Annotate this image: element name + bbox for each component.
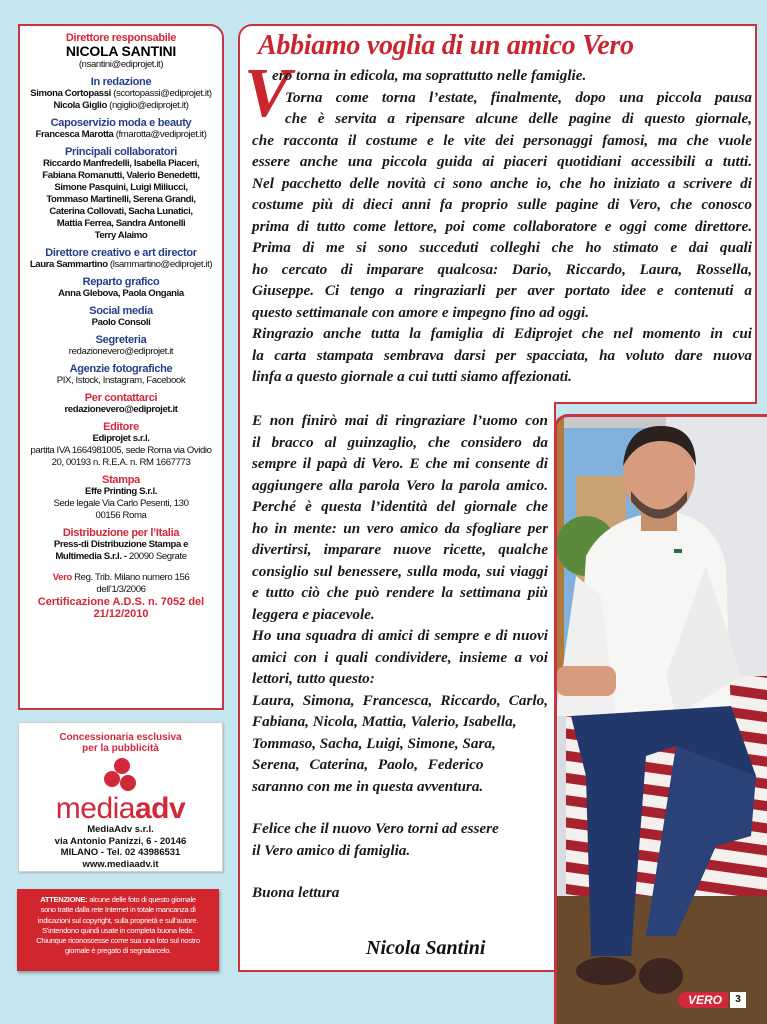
moda-member (20, 129, 222, 141)
article-line: essere anche una piccola guida ai piaceri quotidiani accessibili a tutti. (252, 153, 752, 170)
registration-line: Vero Reg. Trib. Milano numero 156 (52, 572, 190, 583)
member-email[interactable]: (ngiglio@ediprojet.it) (109, 100, 189, 111)
member-name: Francesca Marotta (35, 129, 114, 140)
member-name: Simona Cortopassi (30, 88, 111, 99)
masthead-stampa (20, 474, 222, 522)
article-line: Tommaso, Sacha, Luigi, Simone, Sara, (252, 734, 496, 752)
grafico-heading: Reparto grafico (82, 276, 160, 288)
collab-line: Fabiana Romanutti, Valerio Benedetti, (42, 170, 200, 181)
director-name: NICOLA SANTINI (65, 43, 177, 59)
director-photo (556, 416, 767, 1024)
ad-city-phone: MILANO - Tel. 02 43986531 (60, 847, 181, 858)
masthead-contatti (20, 392, 222, 416)
article-line: Laura, Simona, Francesca, Riccardo, Carlo, (252, 691, 548, 709)
redazione-member (20, 100, 222, 112)
masthead-box (18, 24, 224, 710)
collab-line: Tommaso Martinelli, Serena Grandi, (46, 194, 196, 205)
social-name: Paolo Consoli (91, 317, 151, 328)
member-email[interactable]: (scortopassi@ediprojet.it) (113, 88, 212, 99)
collab-line: Caterina Collovati, Sacha Lunatici, (49, 206, 193, 217)
collab-line: Mattia Ferrea, Sandra Antonelli (56, 218, 186, 229)
article-line: che racconta il costume e le vite dei personaggi famosi, ma che vuole (252, 131, 752, 149)
member-email[interactable]: (lsammartino@ediprojet.it) (109, 259, 213, 270)
editore-name: Ediprojet s.r.l. (92, 433, 150, 444)
contatti-heading: Per contattarci (84, 392, 158, 404)
article-line: consiglio sul benessere, sulla moda, sui viaggi (252, 562, 548, 580)
masthead-registration (20, 572, 222, 620)
member-name: Nicola Giglio (53, 100, 107, 111)
director-heading: Direttore responsabile (65, 32, 177, 44)
segreteria-email[interactable]: redazionevero@ediprojet.it (68, 346, 174, 357)
collab-line: Terry Alaimo (94, 230, 148, 241)
badge-brand: VERO (678, 992, 728, 1008)
editore-line: partita IVA 1664981005, sede Roma via Ovidio (30, 445, 212, 456)
certification-line: Certificazione A.D.S. n. 7052 del (37, 596, 205, 608)
article-line: aggiungere alla parola Vero la parola amico. (252, 476, 548, 494)
article-dropcap: V (244, 55, 291, 132)
member-email[interactable]: (fmarotta@vediprojet.it) (115, 129, 207, 140)
contatti-email[interactable]: redazionevero@ediprojet.it (64, 404, 178, 415)
redazione-heading: In redazione (90, 76, 152, 88)
page-number: 3 (730, 992, 746, 1008)
agenzie-list: PIX, Istock, Instagram, Facebook (56, 375, 186, 386)
director-email[interactable]: (nsantini@ediprojet.it) (78, 59, 164, 70)
mediaadv-dots-logo-icon (101, 758, 141, 792)
article-line: questo settimanale con amore e impegno fino ad oggi. (252, 303, 590, 321)
collab-line: Riccardo Manfredelli, Isabella Piaceri, (42, 158, 200, 169)
art-member (20, 259, 222, 271)
registration-date: dell’1/3/2006 (96, 584, 146, 595)
ad-address: via Antonio Panizzi, 6 - 20146 (54, 835, 187, 847)
article-line: prima di tutto come lettore, poi come collaboratore e oggi come direttore. (252, 217, 752, 235)
warning-line: sono tratte dalla rete Internet in totale mancanza di (40, 905, 196, 915)
distrib-line: Press-di Distribuzione Stampa e (53, 539, 189, 550)
article-title: Abbiamo voglia di un amico Vero (258, 30, 634, 61)
collab-heading: Principali collaboratori (65, 146, 177, 158)
article-line: Giuseppe. Ci tengo a ringraziarli per aver portato idee e contenuti a (252, 282, 752, 299)
article-line: linfa a questo giornale a cui tutti siamo affezionati. (252, 368, 572, 385)
article-line: e tutto ciò che può rendere la settimana più (252, 584, 548, 601)
stampa-line: 00156 Roma (95, 510, 147, 521)
article-line: lettori, tutto questo: (252, 670, 375, 687)
article-line: Perché è questa l’identità del giornale che (252, 498, 548, 515)
distrib-line: Multimedia S.r.l. - 20090 Segrate (55, 551, 187, 562)
redazione-member (20, 88, 222, 100)
article-line: che è servita a ripensare alcune delle pagine di questo giornale, (285, 110, 752, 127)
masthead-distribuzione (20, 527, 222, 563)
stampa-heading: Stampa (102, 474, 140, 486)
closing-line: Felice che il nuovo Vero torni ad essere (252, 820, 499, 837)
article-line: ho cercato di imparare qualcosa: Dario, Riccardo, Laura, Rossella, (252, 260, 752, 278)
editore-line: 20, 00193 n. R.E.A. n. RM 1667773 (51, 457, 191, 468)
article-line: Prima di me si sono succeduti colleghi che ho stimato e dai quali (252, 239, 752, 256)
moda-heading: Caposervizio moda e beauty (50, 117, 192, 129)
article-line: Ho una squadra di amici di sempre e di nuovi (252, 627, 548, 644)
registration-brand: Vero (52, 572, 72, 583)
masthead-art-director (20, 247, 222, 271)
agenzie-heading: Agenzie fotografiche (69, 363, 173, 375)
article-line: amici con i quali condividere, insieme a voi (252, 648, 548, 666)
stampa-name: Effe Printing S.r.l. (85, 486, 157, 497)
mediaadv-logo: mediaadv (55, 792, 186, 825)
article-line: Torna come torna l’estate, finalmente, dopo una piccola pausa (285, 88, 752, 106)
closing-line: il Vero amico di famiglia. (252, 841, 411, 859)
social-heading: Social media (89, 305, 153, 317)
collab-line: Simone Pasquini, Luigi Miliucci, (54, 182, 188, 193)
director-photo-image (556, 416, 767, 1024)
copyright-warning-box (17, 889, 219, 971)
grafico-names: Anna Glebova, Paola Ongania (58, 288, 184, 299)
article-divider (556, 402, 757, 404)
masthead-collaboratori (20, 146, 222, 242)
ad-company: MediaAdv s.r.l. (87, 824, 154, 835)
distrib-heading: Distribuzione per l’Italia (62, 527, 180, 539)
warning-line: Chiunque riconoscesse come sua una foto sul nostro (36, 936, 200, 946)
article-line: Fabiana, Nicola, Mattia, Valerio, Isabella, (252, 713, 517, 730)
masthead-agenzie (20, 363, 222, 387)
warning-label: ATTENZIONE: (40, 895, 88, 904)
certification-date: 21/12/2010 (93, 608, 149, 620)
article-line: saranno con me in questa avventura. (252, 777, 484, 795)
article-line: Ringrazio anche tutta la famiglia di Ediprojet che nel momento in cui (252, 325, 752, 342)
article-line: ero torna in edicola, ma soprattutto nelle famiglie. (272, 67, 587, 84)
masthead-editore (20, 421, 222, 469)
article-line: ho in mente: un vero amico da sfogliare per (252, 519, 548, 537)
warning-line: S’intendono quindi usate in completa buona fede. (42, 925, 194, 935)
masthead-grafico (20, 276, 222, 300)
article-line: leggera e piacevole. (252, 605, 375, 623)
warning-line: giornale è pregato di segnalarcelo. (64, 946, 172, 956)
article-line: Nel pacchetto delle novità ci sono anche io, che ho iniziato a scrivere di (252, 174, 752, 192)
article-line: Serena, Caterina, Paolo, Federico (252, 756, 484, 773)
article-body-top (252, 65, 752, 388)
article-line: costume più di dieci anni fa proprio sulle pagine di Vero, che conosco (252, 196, 752, 213)
masthead-redazione (20, 76, 222, 112)
masthead-segreteria (20, 334, 222, 358)
segreteria-heading: Segreteria (95, 334, 147, 346)
masthead-social (20, 305, 222, 329)
article-line: la carta stampata sembrava darsi per spacciata, ha voluto dare nuova (252, 346, 752, 364)
masthead-moda (20, 117, 222, 141)
article-line: divertirsi, imparare nuove ricette, qualche (252, 541, 548, 558)
ad-title: Concessionaria esclusiva per la pubblicità (59, 732, 182, 754)
editore-heading: Editore (103, 421, 139, 433)
article-line: sempre il papà di Vero. E che mi consente di (252, 455, 548, 472)
warning-line: ATTENZIONE: alcune delle foto di questo giornale (40, 895, 196, 904)
member-name: Laura Sammartino (29, 259, 108, 270)
art-heading: Direttore creativo e art director (45, 247, 197, 259)
advertising-box (18, 722, 223, 872)
sign-off: Buona lettura (252, 884, 340, 901)
masthead-director (20, 32, 222, 71)
stampa-line: Sede legale Via Carlo Pesenti, 130 (53, 498, 189, 509)
article-body-lower (252, 410, 548, 904)
article-line: il bracco al guinzaglio, che considero da (252, 433, 548, 451)
article-signature: Nicola Santini (366, 937, 486, 959)
ad-website[interactable]: www.mediaadv.it (82, 858, 159, 870)
page-badge (678, 991, 746, 1009)
warning-line: indicazioni sul copyright, sulla proprietà e sull’autore. (37, 915, 199, 925)
article-line: E non finirò mai di ringraziare l’uomo con (252, 412, 548, 429)
